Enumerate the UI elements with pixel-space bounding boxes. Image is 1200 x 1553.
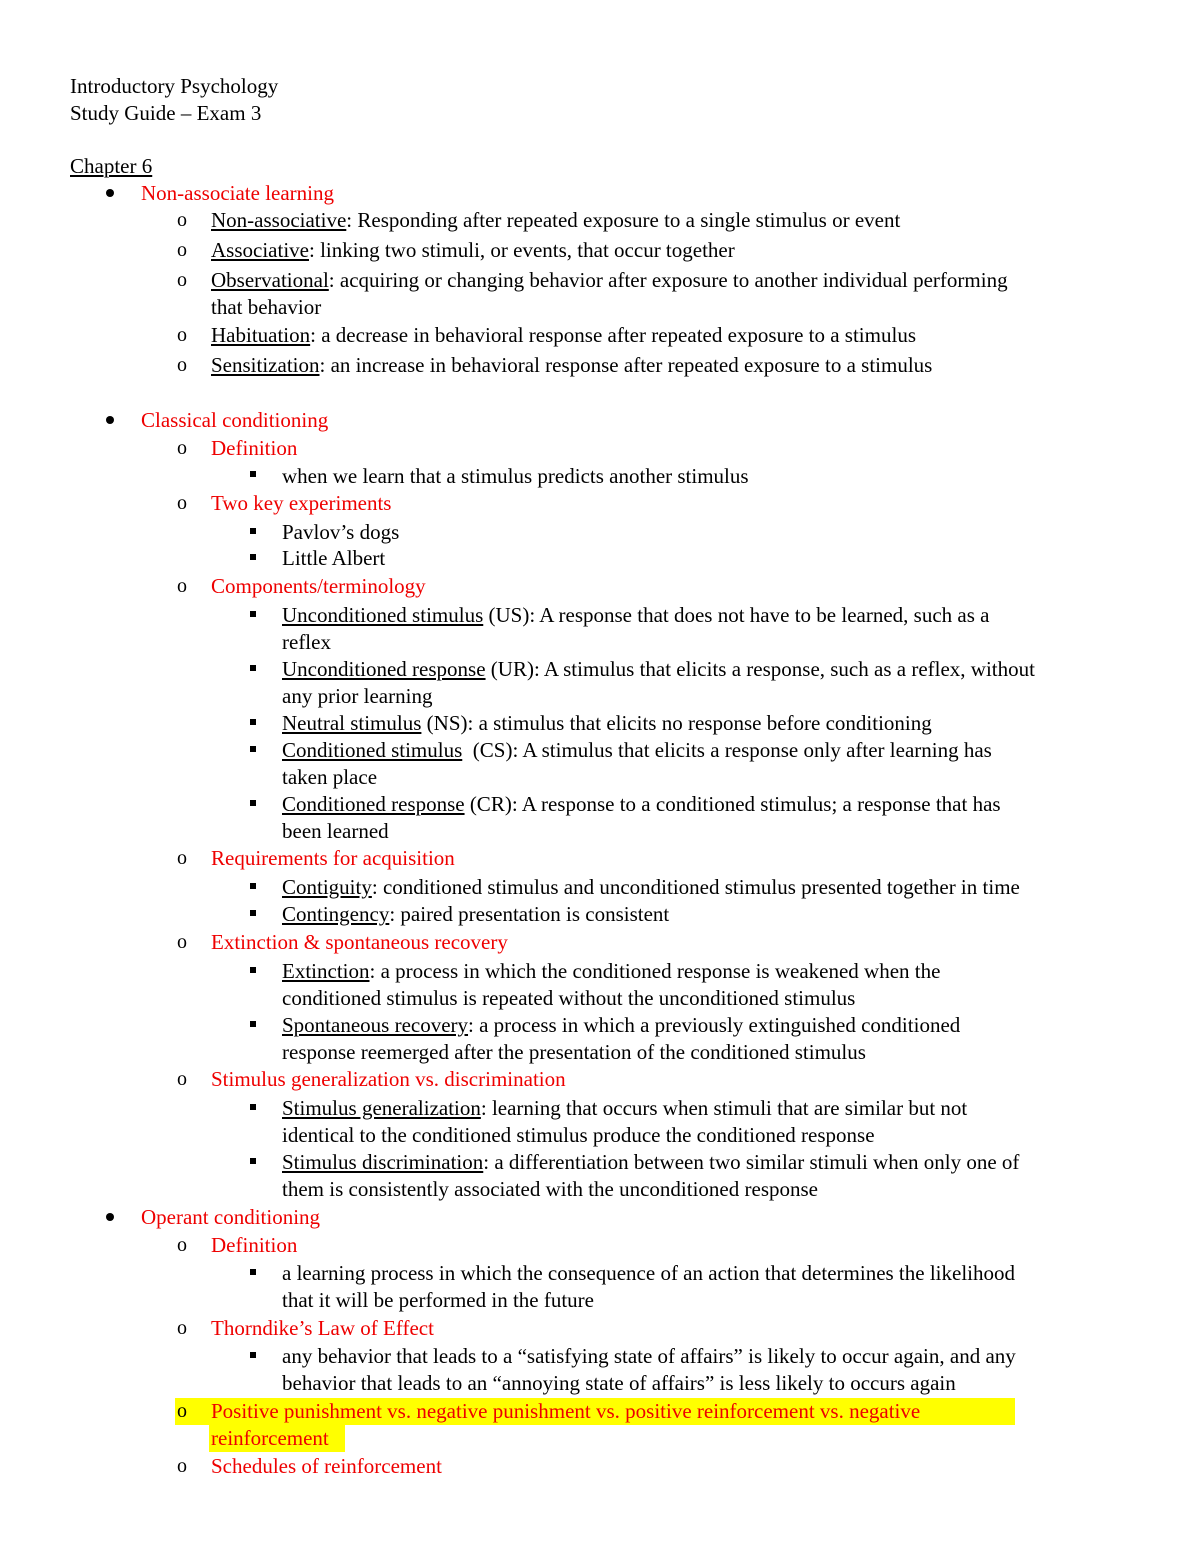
term: Extinction [282,959,370,983]
definition: (CS): A stimulus that elicits a response only after learning has [462,738,992,762]
term: Conditioned response [282,792,465,816]
square-bullet-icon [250,1021,256,1027]
cc-definition-label: Definition [211,436,298,460]
circle-bullet-icon: o [177,1234,187,1256]
definition-continued: identical to the conditioned stimulus produce the conditioned response [282,1123,875,1147]
term: Observational [211,268,329,292]
term: Stimulus discrimination [282,1150,484,1174]
list-item [211,207,900,234]
term: Unconditioned stimulus [282,603,484,627]
list-item [282,656,1035,683]
section-cc-title: Classical conditioning [141,408,329,432]
term: Contiguity [282,875,372,899]
definition-continued: been learned [282,819,389,843]
square-bullet-icon [250,1352,256,1358]
circle-bullet-icon: o [177,354,187,376]
list-item [282,602,989,629]
definition: : a decrease in behavioral response after repeated exposure to a stimulus [310,323,916,347]
circle-bullet-icon: o [177,931,187,953]
cc-acquisition-label: Requirements for acquisition [211,846,455,870]
circle-bullet-icon: o [177,437,187,459]
term: Conditioned stimulus [282,738,463,762]
chapter-heading: Chapter 6 [70,154,153,178]
square-bullet-icon [250,883,256,889]
definition: (UR): A stimulus that elicits a response, such as a reflex, without [485,657,1035,681]
definition: : acquiring or changing behavior after exposure to another individual performing [328,268,1008,292]
bullet-icon [106,1213,114,1221]
guide-subtitle: Study Guide – Exam 3 [70,101,262,125]
definition: (NS): a stimulus that elicits no response before conditioning [421,711,932,735]
term: Habituation [211,323,311,347]
term: Spontaneous recovery [282,1013,469,1037]
square-bullet-icon [250,719,256,725]
definition-continued: reflex [282,630,331,654]
term: Associative [211,238,309,262]
oc-definition-label: Definition [211,1233,298,1257]
list-item [282,958,940,985]
term: Contingency [282,902,390,926]
definition-continued: behavior that leads to an “annoying state of affairs” is less likely to occurs again [282,1371,956,1395]
definition: : a differentiation between two similar stimuli when only one of [483,1150,1020,1174]
list-item [282,737,992,764]
course-title: Introductory Psychology [70,74,279,98]
square-bullet-icon [250,967,256,973]
definition: (CR): A response to a conditioned stimulus; a response that has [464,792,1001,816]
definition: : paired presentation is consistent [389,902,670,926]
square-bullet-icon [250,1104,256,1110]
term: Neutral stimulus [282,711,422,735]
circle-bullet-icon: o [177,575,187,597]
definition: : Responding after repeated exposure to a single stimulus or event [346,208,901,232]
square-bullet-icon [250,528,256,534]
list-item: Pavlov’s dogs [282,520,400,544]
bullet-icon [106,189,114,197]
list-item [282,1149,1019,1176]
list-item [282,901,669,928]
square-bullet-icon [250,611,256,617]
square-bullet-icon [250,554,256,560]
definition-continued: response reemerged after the presentation of the conditioned stimulus [282,1040,866,1064]
circle-bullet-icon: o [177,239,187,261]
circle-bullet-icon: o [177,1455,187,1477]
term: Unconditioned response [282,657,486,681]
circle-bullet-icon: o [177,847,187,869]
definition: (US): A response that does not have to be learned, such as a [483,603,990,627]
list-item [282,791,1001,818]
list-item [282,1095,967,1122]
list-item [282,710,932,737]
oc-punishment-label: Positive punishment vs. negative punishment vs. positive reinforcement vs. negative [211,1399,921,1423]
list-item: Little Albert [282,546,386,570]
circle-bullet-icon: o [177,1317,187,1339]
definition-continued: conditioned stimulus is repeated without the unconditioned stimulus [282,986,856,1010]
definition-continued: taken place [282,765,378,789]
square-bullet-icon [250,910,256,916]
list-item [211,322,916,349]
list-item [211,237,735,264]
definition: : a process in which a previously extinguished conditioned [468,1013,961,1037]
circle-bullet-icon: o [177,269,187,291]
term: Sensitization [211,353,320,377]
square-bullet-icon [250,800,256,806]
definition-continued: any prior learning [282,684,433,708]
term: Stimulus generalization [282,1096,481,1120]
list-item [211,352,932,379]
cc-extinction-label: Extinction & spontaneous recovery [211,930,508,954]
oc-schedules-label: Schedules of reinforcement [211,1454,442,1478]
oc-definition-text: a learning process in which the consequence of an action that determines the likelihood [282,1261,1016,1285]
definition-continued: that behavior [211,295,322,319]
section-nal-title: Non-associate learning [141,181,335,205]
oc-thorndike-label: Thorndike’s Law of Effect [211,1316,434,1340]
cc-experiments-label: Two key experiments [211,491,392,515]
list-item [211,267,1008,294]
cc-components-label: Components/terminology [211,574,426,598]
definition: : an increase in behavioral response after repeated exposure to a stimulus [319,353,933,377]
definition-continued: them is consistently associated with the unconditioned response [282,1177,818,1201]
term: Non-associative [211,208,347,232]
square-bullet-icon [250,665,256,671]
square-bullet-icon [250,471,256,477]
square-bullet-icon [250,1269,256,1275]
definition-continued: that it will be performed in the future [282,1288,594,1312]
definition: : learning that occurs when stimuli that are similar but not [480,1096,968,1120]
definition: : linking two stimuli, or events, that occur together [308,238,735,262]
circle-bullet-icon: o [177,324,187,346]
circle-bullet-icon: o [177,1400,187,1422]
circle-bullet-icon: o [177,1068,187,1090]
list-item [282,1012,960,1039]
definition: : a process in which the conditioned response is weakened when the [369,959,941,983]
cc-definition-text: when we learn that a stimulus predicts another stimulus [282,464,749,488]
list-item [282,874,1020,901]
circle-bullet-icon: o [177,209,187,231]
square-bullet-icon [250,1158,256,1164]
section-oc-title: Operant conditioning [141,1205,321,1229]
bullet-icon [106,416,114,424]
circle-bullet-icon: o [177,492,187,514]
oc-punishment-label-continued: reinforcement [211,1426,329,1450]
oc-thorndike-text: any behavior that leads to a “satisfying state of affairs” is likely to occur again, and any [282,1344,1016,1368]
cc-generalization-label: Stimulus generalization vs. discrimination [211,1067,566,1091]
definition: : conditioned stimulus and unconditioned stimulus presented together in time [371,875,1020,899]
square-bullet-icon [250,746,256,752]
